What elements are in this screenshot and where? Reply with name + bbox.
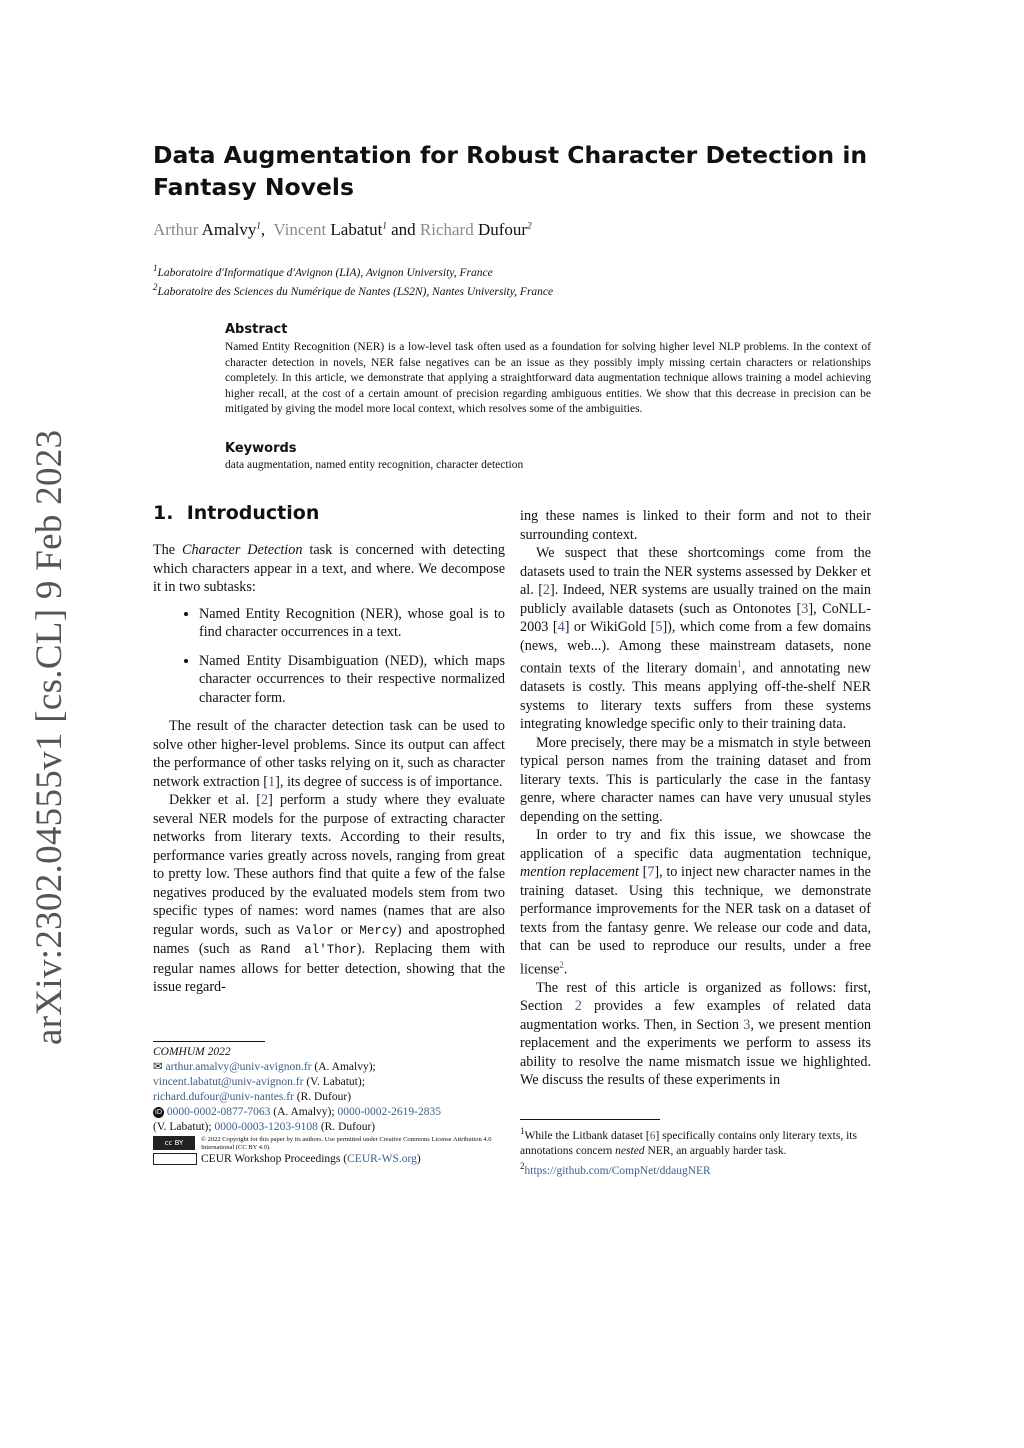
author-last-name: Labatut [330,220,383,239]
citation-link[interactable]: 7 [647,864,655,881]
author-separator: , [260,220,266,239]
affiliation-text: Laboratoire des Sciences du Numérique de Nantes (LS2N), Nantes University, France [157,285,554,298]
email-link[interactable]: vincent.labatut@univ-avignon.fr [153,1076,304,1088]
affiliation-sup: 1 [153,263,158,273]
ceur-logo-icon [153,1153,197,1165]
paragraph: In order to try and fix this issue, we showcase the application of a specific data augmentation technique, mention replacement [7], to inject new character names in the training dataset. Using this technique, we demonstrate performance improvements for the NER task on a dataset of texts from the fantasy genre. We release our code and data, that can be used to reproduce our results, under a free license$^2$. [520,827,871,978]
abstract-heading: Abstract [225,322,288,337]
citation-link[interactable]: 1 [268,773,276,790]
code-name: Rand al'Thor [260,943,357,957]
ceur-link[interactable]: CEUR-WS.org [347,1153,417,1165]
list-item: • Named Entity Disambiguation (NED), which maps character occurrences to their respective normalized character form. [199,652,505,708]
author-first-name: Vincent [273,220,327,239]
github-link[interactable]: https://github.com/CompNet/ddaugNER [524,1164,711,1177]
section-number: 1. [153,502,174,524]
citation-link[interactable]: 4 [557,619,565,635]
emphasis: Character Detection [182,542,303,558]
venue: COMHUM 2022 [153,1046,231,1058]
right-column [520,507,871,1090]
citation-link[interactable]: 2 [261,792,269,808]
email-link[interactable]: richard.dufour@univ-nantes.fr [153,1091,294,1103]
footnote-rule [520,1119,660,1120]
code-name: Valor [296,923,334,938]
code-name: Mercy [359,923,397,938]
subtask-list [153,605,505,708]
orcid-link[interactable]: 0000-0002-0877-7063 [166,1106,271,1118]
footnote: $^1$While the Litbank dataset [6] specifically contains only literary texts, its annotations concern nested NER, an arguably harder task. [520,1126,857,1157]
affiliation-text: Laboratoire d'Informatique d'Avignon (LIA), Avignon University, France [157,266,493,279]
license-text: © 2022 Copyright for this paper by its authors. Use permitted under Creative Commons License Attribution 4.0 International (CC BY 4.0). [201,1136,492,1151]
affiliation [153,263,493,279]
footnote: $^2$https://github.com/CompNet/ddaugNER [520,1160,711,1177]
cc-by-license-icon: cc BY [153,1136,195,1150]
affiliation [153,282,553,298]
paper-title: Data Augmentation for Robust Character Detection in Fantasy Novels [153,141,868,201]
footer-rule [153,1041,265,1042]
keywords-text: data augmentation, named entity recognition, character detection [225,459,524,471]
keywords-heading: Keywords [225,441,297,456]
paragraph: We suspect that these shortcomings come from the datasets used to train the NER systems assessed by Dekker et al. [2]. Indeed, NER systems are usually trained on the main publicly available datasets (such as Ontonotes [3], CoNLL-2003 [4] or WikiGold [5]), which come from a few domains (news, web...). Among these mainstream datasets, none contain texts of the literary domain$^1$, and annotating new datasets is costly. This means applying off-the-shelf NER systems to literary texts suffers from these systems integrating knowledge specific only to their training data. [520,545,871,733]
paragraph: The Character Detection task is concerned with detecting which characters appear in a text, and where. We decompose it in two subtasks: [153,542,505,595]
affiliation-sup: 2 [153,282,158,292]
footnote-link[interactable]: 2 [559,959,564,970]
left-column [153,541,505,997]
list-item: • Named Entity Recognition (NER), whose goal is to find character occurrences in a text. [199,605,505,642]
paragraph: Dekker et al. [2] perform a study where they evaluate several NER models for the purpose of extracting character networks from literary texts. According to their results, performance varies greatly across novels, ranging from great to pretty low. These authors find that quite a few of the false negatives produced by the evaluated models stem from two specific types of names: word names (names that are also regular words, such as Valor or Mercy) and apostrophed names (such as Rand al'Thor). Replacing them with regular names allows for better detection, showing that the issue regard- [153,792,505,995]
paragraph: More precisely, there may be a mismatch in style between typical person names from the training dataset and from literary texts. This is particularly the case in the fantasy genre, where character names can have very unusual styles depending on the setting. [520,734,871,825]
footnote-link[interactable]: 1 [737,659,742,669]
author-first-name: Arthur [153,220,199,239]
author-list [153,220,532,240]
author-last-name: Amalvy [201,220,257,239]
section-link[interactable]: 2 [574,998,582,1015]
abstract-text: Named Entity Recognition (NER) is a low-level task often used as a foundation for solving higher level NLP problems. In the context of character detection in novels, NER false negatives can be an issue as they possibly imply missing certain characters or relationships completely. In this article, we demonstrate that applying a straightforward data augmentation technique allows training a model achieving higher recall, at the cost of a certain amount of precision regarding ambiguous entities. We show that this decrease in precision can be mitigated by giving the model more local context, which resolves some of the ambiguities. [225,341,871,415]
paragraph: The rest of this article is organized as follows: first, Section 2 provides a few examples of related data augmentation works. Then, in Section 3, we present mention replacement and the experiments we perform to assess its ability to resolve the name mismatch issue we highlighted. We discuss the results of these experiments in [520,979,872,1089]
author-affil-sup: 2 [527,220,532,231]
section-link[interactable]: 3 [743,1016,751,1033]
paragraph: ing these names is linked to their form and not to their surrounding context. [520,508,871,543]
author-affil-sup: 1 [382,220,387,231]
citation-link[interactable]: 3 [801,600,809,617]
orcid-link[interactable]: 0000-0002-2619-2835 [337,1106,441,1118]
citation-link[interactable]: 5 [655,619,663,635]
paragraph: The result of the character detection task can be used to solve other higher-level problems. Since its output can affect the performance of other tasks relying on it, such as character network extraction [1], its degree of success is of importance. [153,718,505,790]
author-separator: and [391,220,416,239]
emphasis: mention replacement [520,864,639,881]
email-link[interactable]: arthur.amalvy@univ-avignon.fr [165,1061,312,1073]
mail-icon: ✉ [153,1061,163,1073]
left-footer: COMHUM 2022 ✉ arthur.amalvy@univ-avignon.fr (A. Amalvy); vincent.labatut@univ-avignon.fr (V. Labatut); richard.dufour@univ-nantes.fr (R. Dufour) iD 0000-0002-0877-7063 (A. Amalvy); 0000-0002-2619-2835 (V. Labatut); 0000-0003-1203-9108 (R. Dufour) cc BY © 2022 Copyright for this paper by its authors. Use permitted under Creative Commons License Attribution 4.0 International (CC BY 4.0). CEUR Workshop Proceedings (CEUR-WS.org) [153,1045,513,1167]
orcid-link[interactable]: 0000-0003-1203-9108 [214,1121,318,1133]
footnotes [520,1124,872,1179]
arxiv-stamp: arXiv:2302.04555v1 [cs.CL] 9 Feb 2023 [29,429,70,1045]
author-first-name: Richard [419,220,474,239]
author-affil-sup: 1 [256,220,261,231]
citation-link[interactable]: 6 [649,1129,656,1142]
section-heading [153,502,319,524]
author-last-name: Dufour [477,220,528,239]
orcid-icon: iD [154,1107,163,1116]
citation-link[interactable]: 2 [542,582,551,598]
section-title: Introduction [186,502,320,524]
